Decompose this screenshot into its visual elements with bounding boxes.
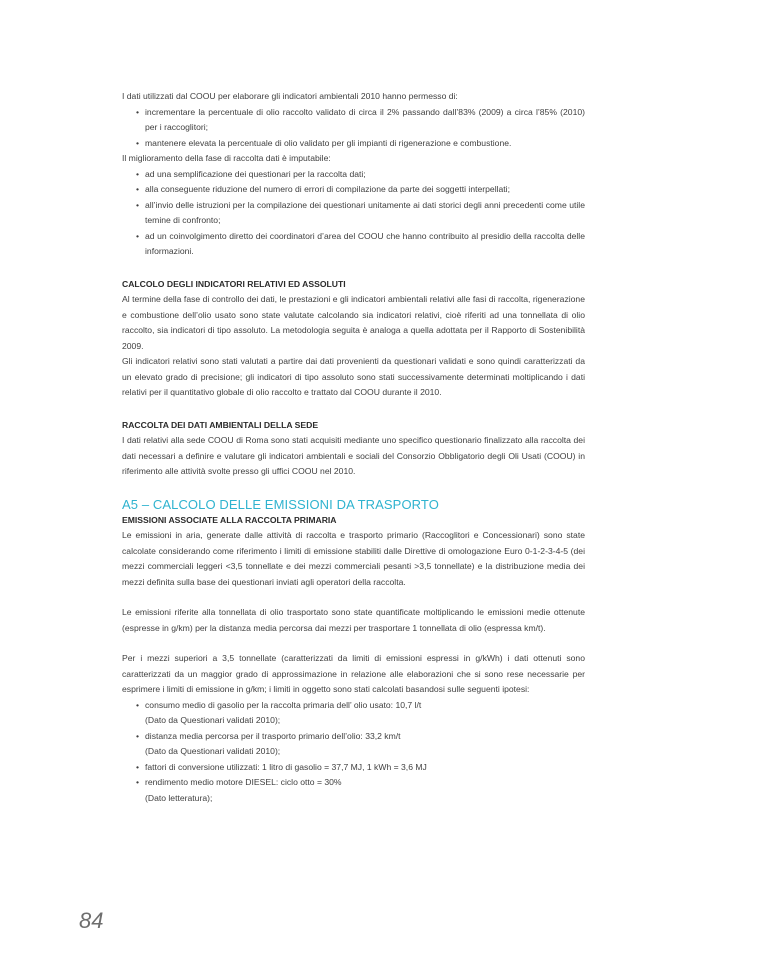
- raccolta-paragraph-1: I dati relativi alla sede COOU di Roma sono stati acquisiti mediante uno specifico questionario finalizzato alla raccolta dei dati necessari a definire e valutare gli indicatori ambientali e sociali del Consorzio Obbligatorio degli Oli Usati (COOU) in riferimento alle attività svolte presso gli uffici COOU nel 2010.: [122, 435, 585, 476]
- page-content: [122, 89, 585, 806]
- calcolo-heading: CALCOLO DEGLI INDICATORI RELATIVI ED ASSOLUTI: [122, 278, 346, 289]
- page-number: 84: [79, 908, 104, 933]
- a5-subheading: EMISSIONI ASSOCIATE ALLA RACCOLTA PRIMARIA: [122, 514, 337, 525]
- a5-paragraph-1: Le emissioni in aria, generate dalle attività di raccolta e trasporto primario (Raccoglitori e Concessionari) sono state calcolate considerando come riferimento i limiti di emissione stabiliti dalle Direttive di omologazione Euro 0-1-2-3-4-5 (dei mezzi commerciali leggeri <3,5 tonnellate e dei mezzi commerciali pesanti >3,5 tonnellate) e la distribuzione media dei mezzi definita sulla base dei questionari inviati agli operatori della raccolta.: [122, 530, 585, 587]
- intro-bullets-2: [122, 167, 585, 260]
- intro-bullets: [122, 105, 585, 152]
- section-title: A5 – CALCOLO DELLE EMISSIONI DA TRASPORTO: [122, 496, 439, 512]
- a5-hypotheses-list: [122, 698, 585, 807]
- list-item: • ad un coinvolgimento diretto dei coordinatori d’area del COOU che hanno contribuito al presidio della raccolta delle informazioni.: [122, 229, 585, 260]
- list-item: • ad una semplificazione dei questionari per la raccolta dati;: [122, 167, 585, 183]
- calcolo-paragraph-2: Gli indicatori relativi sono stati valutati a partire dai dati provenienti da questionari validati e sono quindi caratterizzati da un elevato grado di precisione; gli indicatori di tipo assoluto sono stati successivamente determinati moltiplicando i dati relativi per il quantitativo globale di olio raccolto e trattato dal COOU durante il 2010.: [122, 356, 585, 397]
- calcolo-paragraph-1: Al termine della fase di controllo dei dati, le prestazioni e gli indicatori ambientali relativi alle fasi di raccolta, rigenerazione e combustione dell’olio usato sono state valutate calcolando sia indicatori relativi, cioè riferiti ad una tonnellata di olio raccolto, sia indicatori di tipo assoluto. La metodologia seguita è analoga a quella adottata per il Rapporto di Sostenibilità 2009.: [122, 294, 585, 351]
- list-item: [122, 760, 585, 776]
- list-item: [122, 729, 585, 760]
- list-item: • all’invio delle istruzioni per la compilazione dei questionari unitamente ai dati storici degli anni precedenti come utile temine di confronto;: [122, 198, 585, 229]
- list-item: • incrementare la percentuale di olio raccolto validato di circa il 2% passando dall’83% (2009) a circa l’85% (2010) per i raccoglitori;: [122, 105, 585, 136]
- a5-paragraph-3: Per i mezzi superiori a 3,5 tonnellate (caratterizzati da limiti di emissioni espressi in g/kWh) i dati ottenuti sono caratterizzati da un maggior grado di approssimazione in relazione alle elaborazioni che si sono rese necessarie per esprimere i limiti di emissione in g/km; i limiti in oggetto sono stati calcolati basandosi sulle seguenti ipotesi:: [122, 653, 585, 694]
- list-item-text: rendimento medio motore DIESEL: ciclo otto = 30%: [145, 777, 342, 787]
- list-item-note: (Dato da Questionari validati 2010);: [145, 746, 281, 756]
- a5-paragraph-2: Le emissioni riferite alla tonnellata di olio trasportato sono state quantificate moltiplicando le emissioni medie ottenute (espresse in g/km) per la distanza media percorsa dai mezzi per trasportare 1 tonnellata di olio (espressa km/t).: [122, 607, 585, 633]
- raccolta-heading: RACCOLTA DEI DATI AMBIENTALI DELLA SEDE: [122, 419, 319, 430]
- list-item-text: fattori di conversione utilizzati: 1 litro di gasolio = 37,7 MJ, 1 kWh = 3,6 MJ: [145, 761, 427, 772]
- intro-lead: I dati utilizzati dal COOU per elaborare gli indicatori ambientali 2010 hanno permesso di:: [122, 91, 458, 101]
- list-item: [122, 775, 585, 806]
- list-item: [122, 698, 585, 729]
- list-item: • alla conseguente riduzione del numero di errori di compilazione da parte dei soggetti interpellati;: [122, 182, 585, 198]
- list-item-note: (Dato letteratura);: [145, 792, 213, 803]
- list-item-text: distanza media percorsa per il trasporto primario dell’olio: 33,2 km/t: [145, 730, 401, 741]
- list-item-text: consumo medio di gasolio per la raccolta primaria dell’ olio usato: 10,7 l/t: [145, 699, 422, 710]
- list-item-note: (Dato da Questionari validati 2010);: [145, 715, 281, 725]
- list-item: • mantenere elevata la percentuale di olio validato per gli impianti di rigenerazione e combustione.: [122, 136, 585, 152]
- intro-lead-2: Il miglioramento della fase di raccolta dati è imputabile:: [122, 153, 331, 163]
